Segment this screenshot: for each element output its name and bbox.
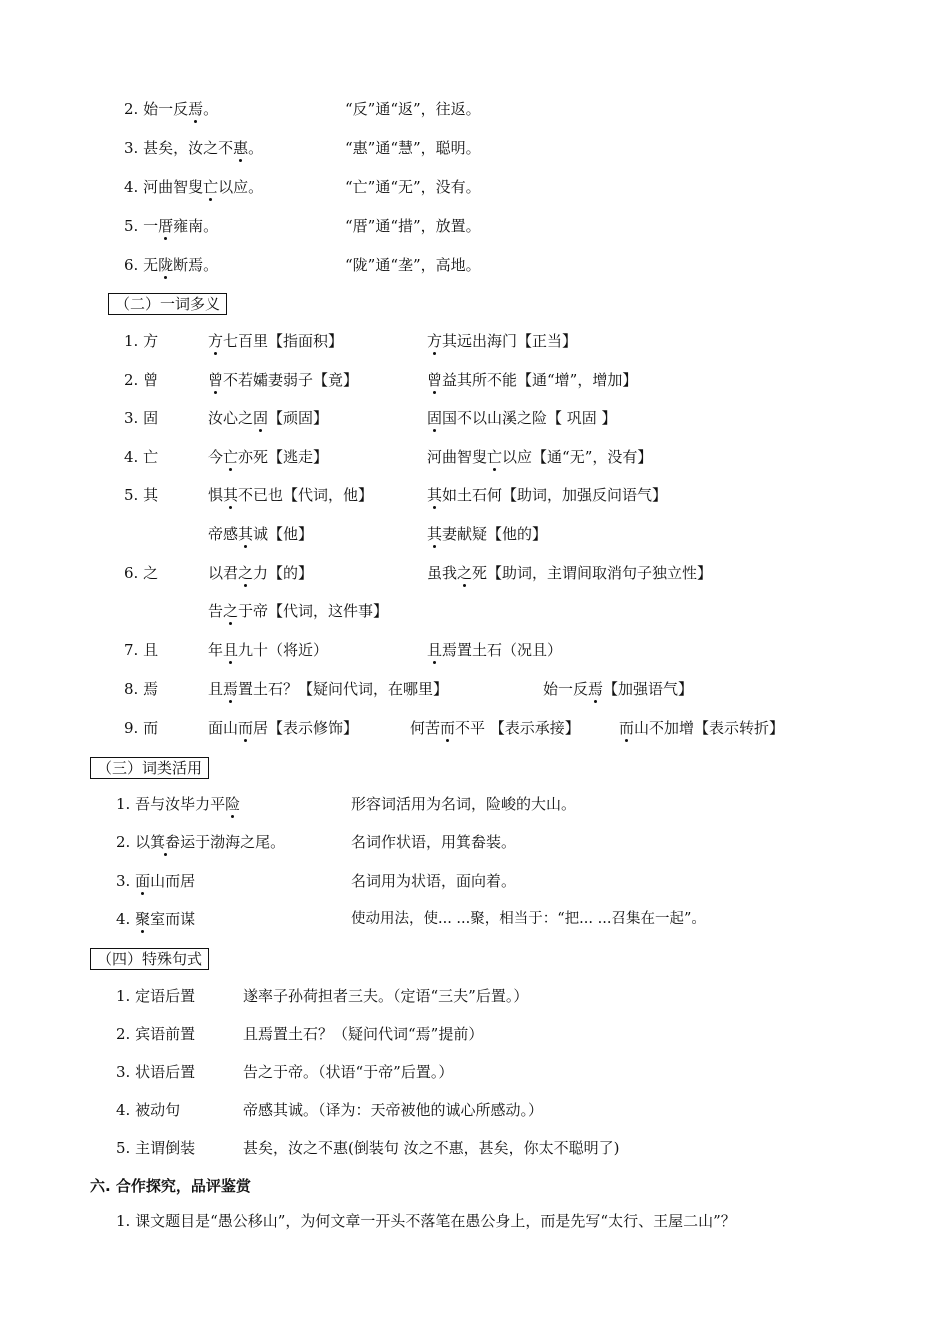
word-class-row: 4. 聚室而谋 xyxy=(116,910,196,928)
sentence-post: 雍南。 xyxy=(173,217,219,235)
usage-c: 而山不加增【表示转折】 xyxy=(619,719,785,737)
usage-b: 何苦而不平 【表示承接】 xyxy=(410,719,580,737)
section-heading-polysemy: （二）一词多义 xyxy=(108,293,227,315)
dotted-char: 惠 xyxy=(233,139,249,157)
usage-b: 河曲智叟亡以应【通“无”，没有】 xyxy=(427,448,653,466)
dotted-char: 险 xyxy=(225,795,241,813)
dotted-char: 且 xyxy=(223,641,239,659)
sentence-pre: 一 xyxy=(143,217,159,235)
sentence-example: 告之于帝。（状语“于帝”后置。） xyxy=(243,1063,454,1081)
usage-a: 面山而居【表示修饰】 xyxy=(208,719,359,737)
tongjia-note: “陇”通“垄”，高地。 xyxy=(345,256,481,274)
usage-b: 始一反焉【加强语气】 xyxy=(543,680,694,698)
dotted-char: 方 xyxy=(208,332,224,350)
usage-a: 曾不若孀妻弱子【竟】 xyxy=(208,371,359,389)
sentence-example: 甚矣，汝之不惠(倒装句 汝之不惠，甚矣，你太不聪明了) xyxy=(243,1139,620,1157)
sentence-example: 且焉置土石？（疑问代词“焉”提前） xyxy=(243,1025,484,1043)
usage-a: 以君之力【的】 xyxy=(208,564,314,582)
word-label: 3. 固 xyxy=(124,409,159,427)
usage-b: 曾益其所不能【通“增”，增加】 xyxy=(427,371,638,389)
word-class-note: 形容词活用为名词，险峻的大山。 xyxy=(351,795,577,813)
word-label: 9. 而 xyxy=(124,719,159,737)
dotted-char: 且 xyxy=(427,641,443,659)
usage-a: 年且九十（将近） xyxy=(208,641,329,659)
dotted-char: 之 xyxy=(223,602,239,620)
dotted-char: 方 xyxy=(427,332,443,350)
dotted-char: 亡 xyxy=(487,448,503,466)
tongjia-note: “亡”通“无”，没有。 xyxy=(345,178,481,196)
sentence-type-label: 4. 被动句 xyxy=(116,1101,181,1119)
item-number: 5. xyxy=(124,217,139,235)
word-class-note: 名词作状语，用箕畚装。 xyxy=(351,833,517,851)
usage-a: 方七百里【指面积】 xyxy=(208,332,344,350)
word-label: 1. 方 xyxy=(124,332,159,350)
word-class-row: 3. 面山而居 xyxy=(116,872,196,890)
dotted-char: 之 xyxy=(457,564,473,582)
section-heading-special-sentences: （四）特殊句式 xyxy=(90,948,209,970)
tongjia-note: “反”通“返”，往返。 xyxy=(345,100,481,118)
tongjia-row xyxy=(124,177,263,197)
usage-b: 且焉置土石（况且） xyxy=(427,641,563,659)
dotted-char: 箕畚 xyxy=(150,833,181,851)
dotted-char: 其 xyxy=(427,486,443,504)
usage-a: 帝感其诚【他】 xyxy=(208,525,314,543)
tongjia-row xyxy=(124,216,218,236)
item-number: 2. xyxy=(124,100,139,118)
dotted-char: 而 xyxy=(238,719,254,737)
sentence-type-label: 1. 定语后置 xyxy=(116,987,196,1005)
usage-b: 方其远出海门【正当】 xyxy=(427,332,578,350)
dotted-char: 焉 xyxy=(223,680,239,698)
sentence-type-label: 2. 宾语前置 xyxy=(116,1025,196,1043)
usage-a: 今亡亦死【逃走】 xyxy=(208,448,329,466)
dotted-char: 陇 xyxy=(158,256,174,274)
sentence-pre: 始一反 xyxy=(143,100,189,118)
dotted-char: 面 xyxy=(135,872,151,890)
word-class-row: 2. 以箕畚运于渤海之尾。 xyxy=(116,833,286,851)
dotted-char: 聚 xyxy=(135,910,151,928)
word-label: 4. 亡 xyxy=(124,448,159,466)
dotted-char: 之 xyxy=(238,564,254,582)
sentence-pre: 无 xyxy=(143,256,159,274)
dotted-char: 厝 xyxy=(158,217,174,235)
word-label: 7. 且 xyxy=(124,641,159,659)
dotted-char: 亡 xyxy=(203,178,219,196)
dotted-char: 曾 xyxy=(427,371,443,389)
dotted-char: 曾 xyxy=(208,371,224,389)
item-number: 6. xyxy=(124,256,139,274)
usage-b: 其如土石何【助词，加强反问语气】 xyxy=(427,486,668,504)
dotted-char: 亡 xyxy=(223,448,239,466)
dotted-char: 焉 xyxy=(188,100,204,118)
tongjia-row xyxy=(124,255,218,275)
sentence-pre: 河曲智叟 xyxy=(143,178,204,196)
dotted-char: 焉 xyxy=(588,680,604,698)
word-label: 8. 焉 xyxy=(124,680,159,698)
word-label: 2. 曾 xyxy=(124,371,159,389)
usage-a: 汝心之固【顽固】 xyxy=(208,409,329,427)
usage-a: 惧其不已也【代词，他】 xyxy=(208,486,374,504)
item-number: 4. xyxy=(124,178,139,196)
usage-b: 虽我之死【助词，主谓间取消句子独立性】 xyxy=(427,564,713,582)
tongjia-row xyxy=(124,138,263,158)
dotted-char: 其 xyxy=(238,525,254,543)
sentence-type-label: 5. 主谓倒装 xyxy=(116,1139,196,1157)
dotted-char: 其 xyxy=(223,486,239,504)
dotted-char: 而 xyxy=(619,719,635,737)
section-heading-discussion: 六. 合作探究，品评鉴赏 xyxy=(90,1177,251,1195)
usage-a: 且焉置土石？【疑问代词，在哪里】 xyxy=(208,680,449,698)
tongjia-note: “厝”通“措”，放置。 xyxy=(345,217,481,235)
discussion-question: 1. 课文题目是“愚公移山”，为何文章一开头不落笔在愚公身上，而是先写“太行、王屋二山”？ xyxy=(116,1212,736,1230)
word-label: 5. 其 xyxy=(124,486,159,504)
sentence-example: 遂率子孙荷担者三夫。（定语“三夫”后置。） xyxy=(243,987,529,1005)
sentence-pre: 甚矣，汝之不 xyxy=(143,139,234,157)
sentence-post: 。 xyxy=(248,139,264,157)
dotted-char: 固 xyxy=(253,409,269,427)
sentence-post: 以应。 xyxy=(218,178,264,196)
sentence-post: 断焉。 xyxy=(173,256,219,274)
usage-b: 其妻献疑【他的】 xyxy=(427,525,548,543)
item-number: 3. xyxy=(124,139,139,157)
tongjia-row xyxy=(124,99,218,119)
dotted-char: 固 xyxy=(427,409,443,427)
section-heading-word-class: （三）词类活用 xyxy=(90,757,209,779)
word-class-row: 1. 吾与汝毕力平险 xyxy=(116,795,241,813)
sentence-post: 。 xyxy=(203,100,219,118)
tongjia-note: “惠”通“慧”，聪明。 xyxy=(345,139,481,157)
sentence-example: 帝感其诚。（译为：天帝被他的诚心所感动。） xyxy=(243,1101,544,1119)
sentence-type-label: 3. 状语后置 xyxy=(116,1063,196,1081)
word-class-note: 使动用法，使... ...聚，相当于：“把... ...召集在一起”。 xyxy=(351,911,706,927)
word-label: 6. 之 xyxy=(124,564,159,582)
dotted-char: 其 xyxy=(427,525,443,543)
usage-b: 固国不以山溪之险【 巩固 】 xyxy=(427,409,617,427)
word-class-note: 名词用为状语，面向着。 xyxy=(351,872,517,890)
dotted-char: 而 xyxy=(440,719,456,737)
usage-a: 告之于帝【代词，这件事】 xyxy=(208,602,389,620)
